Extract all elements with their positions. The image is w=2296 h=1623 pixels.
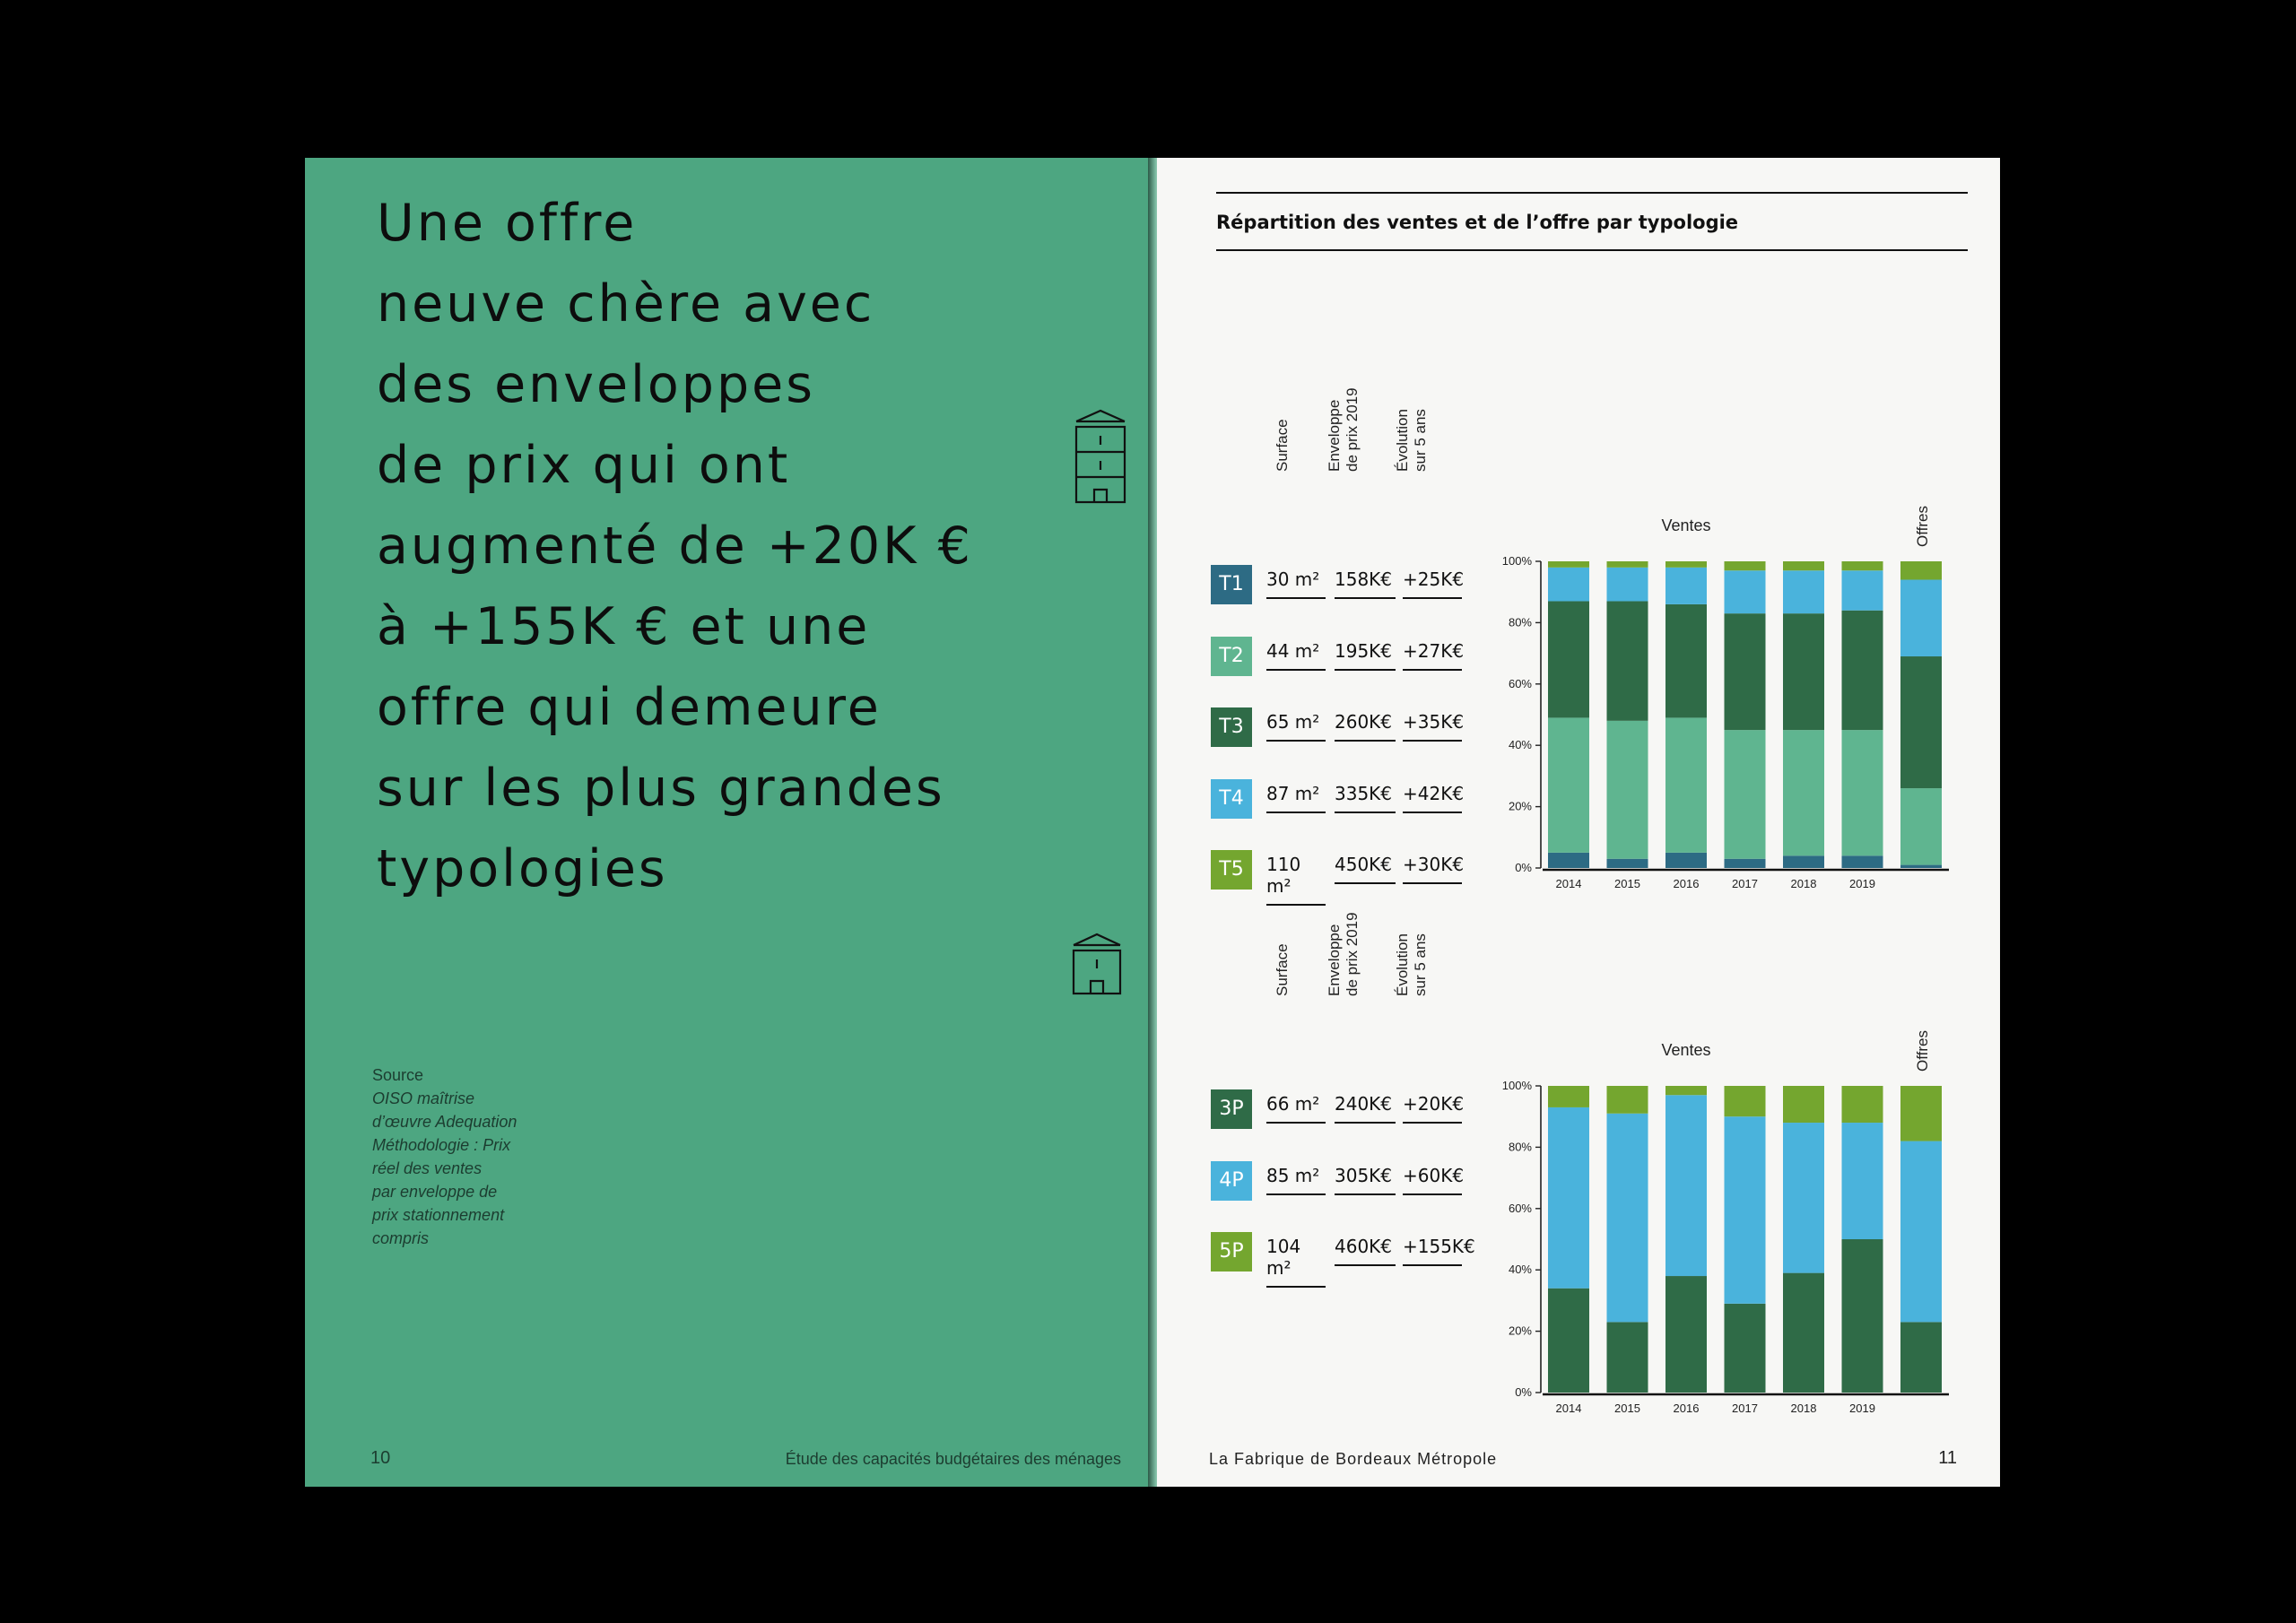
surface-cell: 30 m² (1266, 568, 1326, 599)
y-tick-label: 80% (1508, 615, 1532, 629)
evolution-cell: +35K€ (1403, 711, 1462, 742)
surface-cell: 65 m² (1266, 711, 1326, 742)
headline-line: augmenté de +20K € (377, 516, 973, 576)
y-tick-label: 0% (1515, 861, 1532, 874)
chart-title: Ventes (1661, 516, 1711, 534)
column-header-label: Enveloppe de prix 2019 (1326, 912, 1361, 996)
x-tick-label: 2016 (1673, 1402, 1700, 1415)
offres-segment-t5 (1900, 561, 1942, 580)
headline-line: offre qui demeure (377, 678, 882, 737)
typology-block-2 (1211, 817, 2000, 1445)
x-tick-label: 2016 (1673, 877, 1700, 890)
offres-label: Offres (1914, 1030, 1931, 1072)
bar-segment-t3 (1842, 611, 1883, 730)
surface-cell: 66 m² (1266, 1093, 1326, 1124)
footer-right-text: La Fabrique de Bordeaux Métropole (1209, 1450, 1498, 1468)
column-header-label: Surface (1274, 943, 1291, 996)
typology-badge: T4 (1211, 779, 1252, 819)
surface-cell: 104 m² (1266, 1236, 1326, 1288)
typology-badge: 3P (1211, 1089, 1252, 1129)
source-note (372, 1063, 552, 1250)
bar-segment-5p (1725, 1086, 1766, 1116)
headline-line: Une offre (377, 194, 638, 253)
bar-segment-t5 (1665, 561, 1707, 568)
price-cell: 195K€ (1335, 640, 1396, 671)
y-tick-label: 0% (1515, 1385, 1532, 1399)
bar-segment-t4 (1842, 570, 1883, 610)
section-title: Répartition des ventes et de l’offre par typologie (1216, 192, 1968, 251)
source-line: Méthodologie : Prix (372, 1136, 511, 1154)
source-line: prix stationnement (372, 1206, 505, 1224)
page-number-left: 10 (370, 1448, 391, 1468)
x-tick-label: 2017 (1732, 1402, 1758, 1415)
offres-segment-3p (1900, 1322, 1942, 1393)
bar-segment-t4 (1548, 568, 1589, 602)
typology-row (1211, 565, 1480, 606)
bar-segment-3p (1842, 1239, 1883, 1393)
column-header-label: Surface (1274, 419, 1291, 472)
evolution-cell: +20K€ (1403, 1093, 1462, 1124)
column-header (1394, 862, 1457, 996)
price-cell: 305K€ (1335, 1165, 1396, 1195)
headline-line: des enveloppes (377, 355, 815, 414)
evolution-cell: +27K€ (1403, 640, 1462, 671)
x-tick-label: 2014 (1555, 1402, 1582, 1415)
bar-segment-3p (1725, 1304, 1766, 1393)
offres-segment-t3 (1900, 656, 1942, 788)
price-cell: 158K€ (1335, 568, 1396, 599)
bar-segment-3p (1783, 1273, 1824, 1393)
bar-segment-5p (1548, 1086, 1589, 1107)
surface-cell: 87 m² (1266, 783, 1326, 813)
source-line: compris (372, 1229, 430, 1247)
footer-left-text: Étude des capacités budgétaires des ménages (785, 1450, 1121, 1468)
surface-cell: 44 m² (1266, 640, 1326, 671)
typology-row (1211, 1161, 1480, 1202)
y-tick-label: 80% (1508, 1140, 1532, 1154)
offres-segment-t4 (1900, 580, 1942, 657)
bar-segment-4p (1725, 1116, 1766, 1304)
house-icon (1072, 931, 1122, 1000)
offres-segment-4p (1900, 1141, 1942, 1323)
x-tick-label: 2015 (1614, 1402, 1640, 1415)
bar-segment-3p (1607, 1322, 1648, 1393)
bar-segment-t4 (1783, 570, 1824, 613)
price-cell: 450K€ (1335, 854, 1396, 884)
typology-row (1211, 1232, 1480, 1279)
tall-building-icon (1074, 407, 1126, 508)
source-label: Source (372, 1066, 424, 1084)
price-cell: 335K€ (1335, 783, 1396, 813)
x-tick-label: 2019 (1849, 1402, 1875, 1415)
page-number-right: 11 (1938, 1448, 1957, 1468)
typology-badge: T2 (1211, 637, 1252, 676)
x-tick-label: 2019 (1849, 877, 1875, 890)
typology-badge: 5P (1211, 1232, 1252, 1271)
bar-segment-5p (1607, 1086, 1648, 1114)
bar-segment-4p (1607, 1114, 1648, 1323)
bar-segment-5p (1665, 1086, 1707, 1095)
evolution-cell: +60K€ (1403, 1165, 1462, 1195)
headline-line: à +155K € et une (377, 597, 871, 656)
y-tick-label: 60% (1508, 676, 1532, 690)
surface-cell: 110 m² (1266, 854, 1326, 906)
bar-segment-4p (1665, 1095, 1707, 1276)
source-line: réel des ventes (372, 1159, 483, 1177)
headline (377, 183, 1058, 909)
price-cell: 460K€ (1335, 1236, 1396, 1266)
bar-segment-5p (1842, 1086, 1883, 1123)
bar-segment-t3 (1783, 613, 1824, 730)
x-tick-label: 2014 (1555, 877, 1582, 890)
evolution-cell: +42K€ (1403, 783, 1462, 813)
x-tick-label: 2018 (1790, 877, 1817, 890)
column-header (1265, 862, 1318, 996)
column-header-label: Évolution sur 5 ans (1394, 409, 1429, 472)
typology-badge: T1 (1211, 565, 1252, 604)
bar-segment-3p (1665, 1276, 1707, 1393)
chart-title: Ventes (1661, 1041, 1711, 1059)
bar-segment-t4 (1725, 570, 1766, 613)
bar-segment-t5 (1783, 561, 1824, 570)
typology-row (1211, 707, 1480, 749)
typology-badge: 4P (1211, 1161, 1252, 1201)
y-tick-label: 40% (1508, 738, 1532, 752)
evolution-cell: +155K€ (1403, 1236, 1462, 1266)
source-line: par enveloppe de (372, 1183, 498, 1201)
bar-segment-t4 (1607, 568, 1648, 602)
typology-row (1211, 1089, 1480, 1131)
price-cell: 240K€ (1335, 1093, 1396, 1124)
typology-row (1211, 779, 1480, 820)
y-tick-label: 100% (1501, 554, 1532, 568)
bar-segment-4p (1783, 1123, 1824, 1273)
surface-cell: 85 m² (1266, 1165, 1326, 1195)
y-tick-label: 60% (1508, 1201, 1532, 1215)
column-header (1394, 337, 1457, 472)
y-tick-label: 20% (1508, 799, 1532, 813)
column-header (1326, 337, 1388, 472)
bar-segment-t5 (1548, 561, 1589, 568)
bar-segment-t3 (1665, 604, 1707, 718)
typology-row (1211, 637, 1480, 678)
source-line: OISO maîtrise (372, 1089, 475, 1107)
y-tick-label: 40% (1508, 1263, 1532, 1277)
bar-segment-t3 (1548, 601, 1589, 717)
bar-segment-t3 (1607, 601, 1648, 720)
column-header-label: Évolution sur 5 ans (1394, 933, 1429, 996)
x-tick-label: 2015 (1614, 877, 1640, 890)
y-tick-label: 20% (1508, 1324, 1532, 1338)
headline-line: neuve chère avec (377, 274, 875, 334)
column-headers (1211, 310, 1480, 472)
headline-line: de prix qui ont (377, 436, 791, 495)
bar-segment-t4 (1665, 568, 1707, 604)
column-headers (1211, 835, 1480, 996)
evolution-cell: +30K€ (1403, 854, 1462, 884)
column-header (1265, 337, 1318, 472)
offres-segment-5p (1900, 1086, 1942, 1141)
bar-segment-t5 (1842, 561, 1883, 570)
price-cell: 260K€ (1335, 711, 1396, 742)
column-header-label: Enveloppe de prix 2019 (1326, 387, 1361, 472)
x-tick-label: 2018 (1790, 1402, 1817, 1415)
right-page (1157, 158, 2000, 1487)
bar-segment-t5 (1725, 561, 1766, 570)
bar-segment-4p (1842, 1123, 1883, 1239)
typology-badge: T5 (1211, 850, 1252, 890)
typology-badge: T3 (1211, 707, 1252, 747)
column-header (1326, 862, 1388, 996)
x-tick-label: 2017 (1732, 877, 1758, 890)
headline-line: typologies (377, 839, 668, 898)
headline-line: sur les plus grandes (377, 759, 945, 818)
offres-label: Offres (1914, 506, 1931, 547)
bar-segment-3p (1548, 1289, 1589, 1393)
bar-segment-t3 (1725, 613, 1766, 730)
bar-segment-4p (1548, 1107, 1589, 1289)
bar-segment-5p (1783, 1086, 1824, 1123)
source-line: d’œuvre Adequation (372, 1113, 517, 1131)
bar-segment-t5 (1607, 561, 1648, 568)
y-tick-label: 100% (1501, 1079, 1532, 1092)
left-page (305, 158, 1157, 1487)
evolution-cell: +25K€ (1403, 568, 1462, 599)
stacked-bar-chart (1480, 1030, 1964, 1425)
